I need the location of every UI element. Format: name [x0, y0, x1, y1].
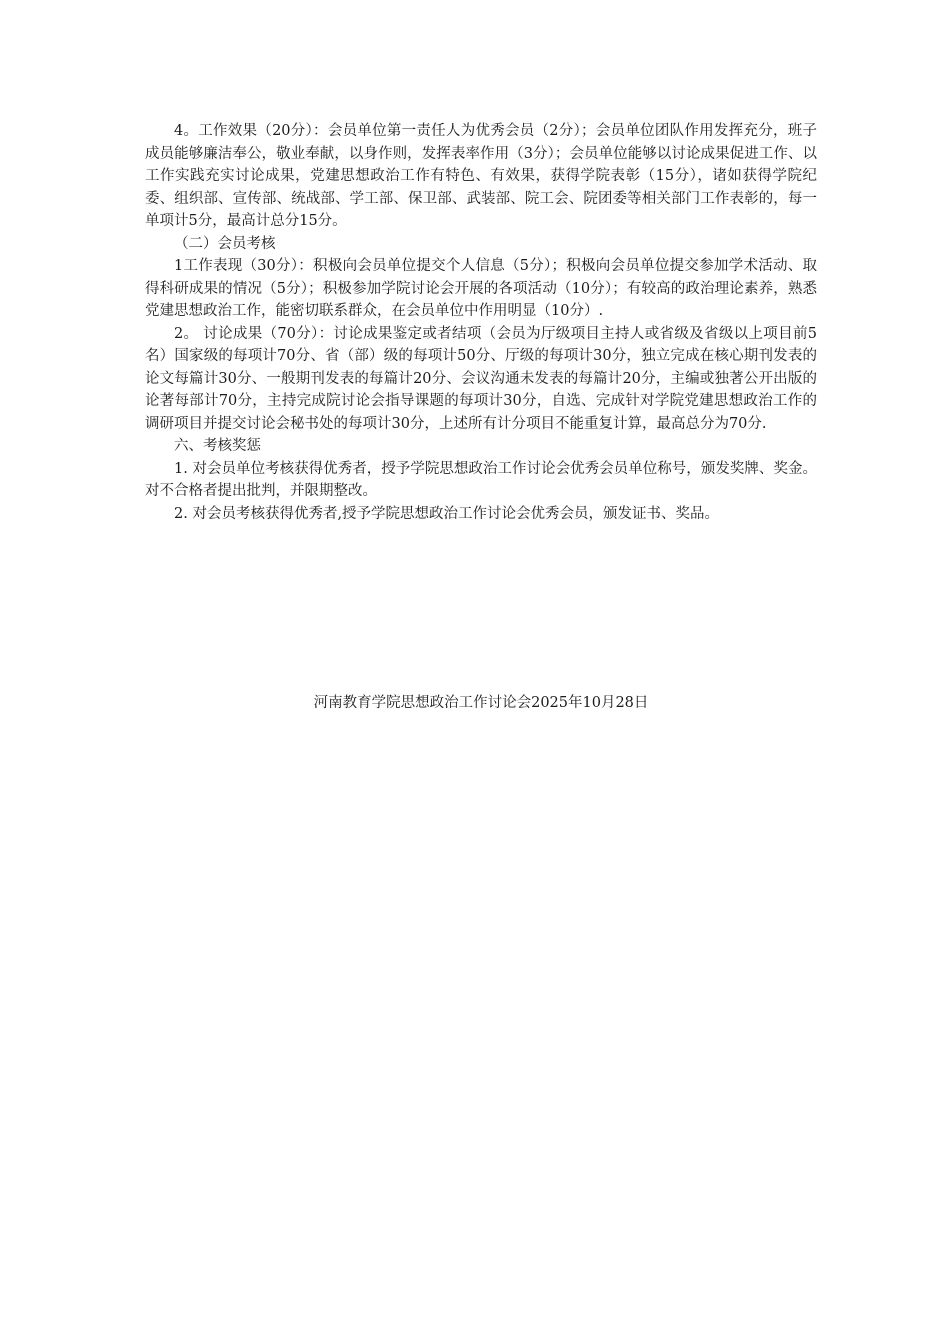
paragraph-reward-unit: 1. 对会员单位考核获得优秀者，授予学院思想政治工作讨论会优秀会员单位称号，颁发奖牌、奖金。对不合格者提出批判，并限期整改。 [145, 460, 817, 499]
paragraph-work-results: 4。工作效果（20分）：会员单位第一责任人为优秀会员（2分）；会员单位团队作用发挥充分，班子成员能够廉洁奉公，敬业奉献，以身作则，发挥表率作用（3分）；会员单位能够以讨论成果促进工作、以工作实践充实讨论成果，党建思想政治工作有特色、有效果，获得学院表彰（15分），诸如获得学院纪委、组织部、宣传部、统战部、学工部、保卫部、武装部、院工会、院团委等相关部门工作表彰的，每一单项计5分，最高计总分15分。 [145, 123, 817, 229]
paragraph-work-performance: 1工作表现（30分）：积极向会员单位提交个人信息（5分）；积极向会员单位提交参加学术活动、取得科研成果的情况（5分）；积极参加学院讨论会开展的各项活动（10分）；有较高的政治理论素养，熟悉党建思想政治工作，能密切联系群众，在会员单位中作用明显（10分）. [145, 258, 817, 319]
document-body [145, 120, 817, 525]
paragraph-reward-member: 2. 对会员考核获得优秀者,授予学院思想政治工作讨论会优秀会员，颁发证书、奖品。 [174, 505, 720, 522]
signature-line: 河南教育学院思想政治工作讨论会2025年10月28日 [313, 695, 649, 711]
paragraph-discussion-results: 2。 讨论成果（70分）：讨论成果鉴定或者结项（会员为厅级项目主持人或省级及省级以上项目前5名）国家级的每项计70分、省（部）级的每项计50分、厅级的每项计30分，独立完成在核心期刊发表的论文每篇计30分、一般期刊发表的每篇计20分、会议沟通未发表的每篇计20分，主编或独著公开出版的论著每部计70分，主持完成院讨论会指导课题的每项计30分，自选、完成针对学院党建思想政治工作的调研项目并提交讨论会秘书处的每项计30分，上述所有计分项目不能重复计算，最高总分为70分. [145, 325, 817, 432]
heading-rewards: 六、考核奖惩 [174, 438, 261, 454]
heading-member-assessment: （二）会员考核 [174, 235, 276, 252]
